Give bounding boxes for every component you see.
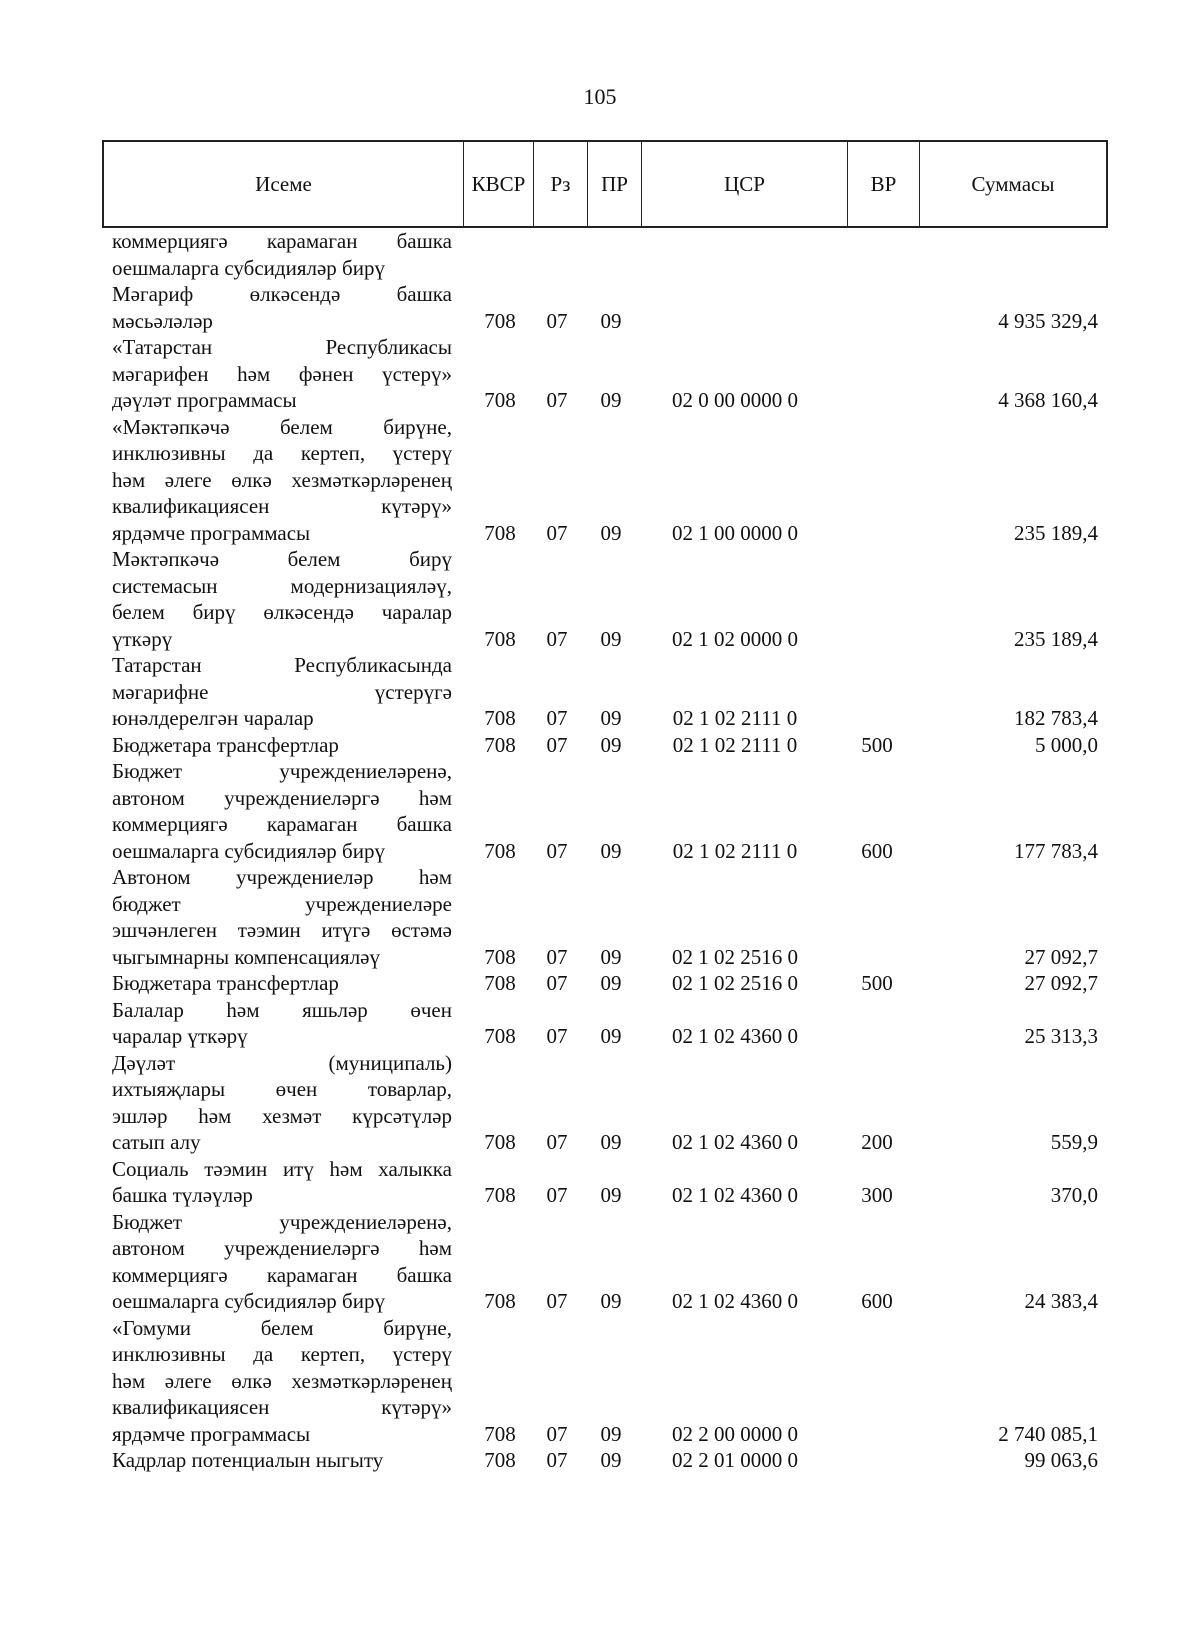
row-name-line: инклюзивны да кертеп, үстерү <box>112 441 452 465</box>
row-name-line: ихтыяҗлары өчен товарлар, <box>112 1077 452 1101</box>
row-name-line: эшчәнлеген тәэмин итүгә өстәмә <box>112 918 452 942</box>
header-kvsr: КВСР <box>464 142 534 226</box>
row-name <box>112 414 452 547</box>
row-name-line: оешмаларга субсидияләр бирү <box>112 255 385 280</box>
row-csr: 02 1 02 4360 0 <box>672 1183 798 1207</box>
row-rz: 07 <box>546 706 568 730</box>
row-rz: 07 <box>546 1448 568 1472</box>
row-sum: 370,0 <box>1050 1183 1098 1207</box>
row-name-line: Мәктәпкәчә белем бирү <box>112 547 452 571</box>
row-name-line: чаралар үткәрү <box>112 1024 248 1048</box>
row-name-line: һәм әлеге өлкә хезмәткәрләренең <box>112 467 452 492</box>
row-kvsr: 708 <box>484 308 516 333</box>
row-name-line: юнәлдерелгән чаралар <box>112 706 314 730</box>
row-kvsr: 708 <box>484 706 516 730</box>
row-sum: 4 935 329,4 <box>998 308 1098 333</box>
row-name <box>112 1447 452 1474</box>
row-name-line: мәгарифен һәм фәнен үстерү» <box>112 361 452 386</box>
row-sum: 24 383,4 <box>1024 1289 1098 1313</box>
table-row <box>0 652 1200 732</box>
row-csr: 02 1 02 2111 0 <box>672 706 798 730</box>
row-pr: 09 <box>600 1183 622 1207</box>
row-name-line: коммерциягә карамаган башка <box>112 1262 452 1287</box>
row-name-line: дәүләт программасы <box>112 388 297 412</box>
row-name-line: эшләр һәм хезмәт күрсәтүләр <box>112 1103 452 1128</box>
row-sum: 27 092,7 <box>1024 944 1098 969</box>
table-header <box>102 140 1108 228</box>
header-csr: ЦСР <box>642 142 848 226</box>
table-row <box>0 1050 1200 1156</box>
page-number: 105 <box>583 84 617 109</box>
row-vr: 600 <box>861 1289 893 1313</box>
row-kvsr: 708 <box>484 1024 516 1048</box>
row-rz: 07 <box>546 838 568 863</box>
row-kvsr: 708 <box>484 520 516 545</box>
row-csr: 02 1 02 2111 0 <box>672 732 798 757</box>
row-pr: 09 <box>600 944 622 969</box>
table-row <box>0 414 1200 547</box>
row-name-line: һәм әлеге өлкә хезмәткәрләренең <box>112 1368 452 1393</box>
row-sum: 4 368 160,4 <box>998 388 1098 412</box>
row-name-line: Бюджет учреждениеләренә, <box>112 759 452 783</box>
header-sum: Суммасы <box>971 171 1055 196</box>
row-name-line: квалификациясен күтәрү» <box>112 494 452 518</box>
row-sum: 235 189,4 <box>1014 520 1098 545</box>
row-name-line: Мәгариф өлкәсендә башка <box>112 282 452 306</box>
row-pr: 09 <box>600 520 622 545</box>
header-pr: ПР <box>588 142 642 226</box>
row-sum: 235 189,4 <box>1014 626 1098 651</box>
row-csr: 02 1 00 0000 0 <box>672 520 798 545</box>
row-pr: 09 <box>600 971 622 995</box>
row-csr: 02 1 02 4360 0 <box>672 1130 798 1154</box>
row-name-line: Бюджетара трансфертлар <box>112 971 339 995</box>
row-kvsr: 708 <box>484 838 516 863</box>
table-row <box>0 758 1200 864</box>
row-name-line: Балалар һәм яшьләр өчен <box>112 997 452 1022</box>
row-name-line: белем бирү өлкәсендә чаралар <box>112 600 452 624</box>
row-name-line: автоном учреждениеләргә һәм <box>112 1236 452 1260</box>
row-name <box>112 732 452 759</box>
row-rz: 07 <box>546 520 568 545</box>
table-row <box>0 281 1200 334</box>
row-name-line: Социаль тәэмин итү һәм халыкка <box>112 1156 452 1181</box>
row-csr: 02 1 02 4360 0 <box>672 1024 798 1048</box>
table-row <box>0 334 1200 414</box>
table-row <box>0 1315 1200 1448</box>
row-name-line: «Мәктәпкәчә белем бирүне, <box>112 414 452 439</box>
row-csr: 02 1 02 2516 0 <box>672 944 798 969</box>
row-sum: 25 313,3 <box>1024 1024 1098 1048</box>
row-csr: 02 1 02 0000 0 <box>672 626 798 651</box>
row-name-line: чыгымнарны компенсацияләү <box>112 944 380 969</box>
row-name-line: сатып алу <box>112 1130 201 1154</box>
row-name-line: бюджет учреждениеләре <box>112 891 452 916</box>
table-row <box>0 732 1200 759</box>
row-csr: 02 1 02 4360 0 <box>672 1289 798 1313</box>
row-vr: 500 <box>861 732 893 757</box>
row-kvsr: 708 <box>484 971 516 995</box>
row-name-line: Татарстан Республикасында <box>112 653 452 677</box>
row-kvsr: 708 <box>484 1289 516 1313</box>
row-name <box>112 546 452 652</box>
row-name <box>112 1315 452 1448</box>
row-name-line: мәгарифне үстерүгә <box>112 679 452 704</box>
row-pr: 09 <box>600 1421 622 1446</box>
header-vr: ВР <box>848 142 920 226</box>
row-kvsr: 708 <box>484 1448 516 1472</box>
row-name-line: башка түләүләр <box>112 1183 253 1207</box>
row-kvsr: 708 <box>484 388 516 412</box>
row-rz: 07 <box>546 1421 568 1446</box>
row-rz: 07 <box>546 944 568 969</box>
row-pr: 09 <box>600 1130 622 1154</box>
row-name-line: оешмаларга субсидияләр бирү <box>112 1289 385 1313</box>
row-kvsr: 708 <box>484 1130 516 1154</box>
row-name <box>112 864 452 970</box>
row-sum: 177 783,4 <box>1014 838 1098 863</box>
row-pr: 09 <box>600 732 622 757</box>
header-rz: Рз <box>534 142 588 226</box>
table-row <box>0 970 1200 997</box>
row-sum: 2 740 085,1 <box>998 1421 1098 1446</box>
row-csr: 02 1 02 2111 0 <box>672 838 798 863</box>
table-body <box>0 228 1200 1474</box>
row-rz: 07 <box>546 1183 568 1207</box>
table-row <box>0 1156 1200 1209</box>
row-kvsr: 708 <box>484 1183 516 1207</box>
row-rz: 07 <box>546 1289 568 1313</box>
row-name-line: Дәүләт (муниципаль) <box>112 1050 452 1075</box>
row-name-line: системасын модернизацияләү, <box>112 573 452 598</box>
row-name-line: автоном учреждениеләргә һәм <box>112 785 452 810</box>
row-name-line: коммерциягә карамаган башка <box>112 812 452 836</box>
row-sum: 5 000,0 <box>1035 732 1098 757</box>
row-name <box>112 1050 452 1156</box>
row-name <box>112 997 452 1050</box>
row-rz: 07 <box>546 971 568 995</box>
table-row <box>0 1209 1200 1315</box>
row-pr: 09 <box>600 1448 622 1472</box>
row-rz: 07 <box>546 732 568 757</box>
row-name <box>112 1156 452 1209</box>
row-sum: 559,9 <box>1050 1130 1098 1154</box>
row-pr: 09 <box>600 308 622 333</box>
header-name: Исеме <box>104 142 464 226</box>
row-name-line: үткәрү <box>112 626 173 651</box>
table-row <box>0 997 1200 1050</box>
table-row <box>0 546 1200 652</box>
row-pr: 09 <box>600 838 622 863</box>
row-csr: 02 2 01 0000 0 <box>672 1448 798 1472</box>
row-vr: 200 <box>861 1130 893 1154</box>
row-name-line: ярдәмче программасы <box>112 520 311 545</box>
table-row <box>0 1447 1200 1474</box>
row-name-line: квалификациясен күтәрү» <box>112 1395 452 1419</box>
row-name <box>112 228 452 281</box>
row-rz: 07 <box>546 1024 568 1048</box>
row-name-line: Кадрлар потенциалын ныгыту <box>112 1448 384 1472</box>
table-row <box>0 864 1200 970</box>
row-kvsr: 708 <box>484 626 516 651</box>
row-sum: 182 783,4 <box>1014 706 1098 730</box>
row-name-line: инклюзивны да кертеп, үстерү <box>112 1342 452 1366</box>
row-name <box>112 758 452 864</box>
row-name-line: «Татарстан Республикасы <box>112 335 452 359</box>
row-name <box>112 652 452 732</box>
row-name <box>112 970 452 997</box>
row-csr: 02 2 00 0000 0 <box>672 1421 798 1446</box>
row-pr: 09 <box>600 388 622 412</box>
row-pr: 09 <box>600 626 622 651</box>
row-kvsr: 708 <box>484 944 516 969</box>
row-name-line: «Гомуми белем бирүне, <box>112 1315 452 1340</box>
row-name-line: Бюджетара трансфертлар <box>112 732 339 757</box>
row-pr: 09 <box>600 1024 622 1048</box>
row-pr: 09 <box>600 706 622 730</box>
row-rz: 07 <box>546 626 568 651</box>
row-name-line: ярдәмче программасы <box>112 1421 311 1446</box>
row-vr: 500 <box>861 971 893 995</box>
row-name <box>112 1209 452 1315</box>
row-name-line: оешмаларга субсидияләр бирү <box>112 838 385 863</box>
row-name-line: Автоном учреждениеләр һәм <box>112 865 452 889</box>
row-csr: 02 0 00 0000 0 <box>672 388 798 412</box>
row-name-line: Бюджет учреждениеләренә, <box>112 1209 452 1234</box>
row-name-line: коммерциягә карамаган башка <box>112 229 452 253</box>
row-csr: 02 1 02 2516 0 <box>672 971 798 995</box>
row-kvsr: 708 <box>484 732 516 757</box>
table-row <box>0 228 1200 281</box>
row-vr: 300 <box>861 1183 893 1207</box>
row-kvsr: 708 <box>484 1421 516 1446</box>
row-sum: 99 063,6 <box>1024 1448 1098 1472</box>
row-sum: 27 092,7 <box>1024 971 1098 995</box>
row-rz: 07 <box>546 308 568 333</box>
row-name <box>112 281 452 334</box>
row-name-line: мәсьәләләр <box>112 308 213 333</box>
row-name <box>112 334 452 414</box>
row-rz: 07 <box>546 1130 568 1154</box>
row-pr: 09 <box>600 1289 622 1313</box>
row-rz: 07 <box>546 388 568 412</box>
row-vr: 600 <box>861 838 893 863</box>
